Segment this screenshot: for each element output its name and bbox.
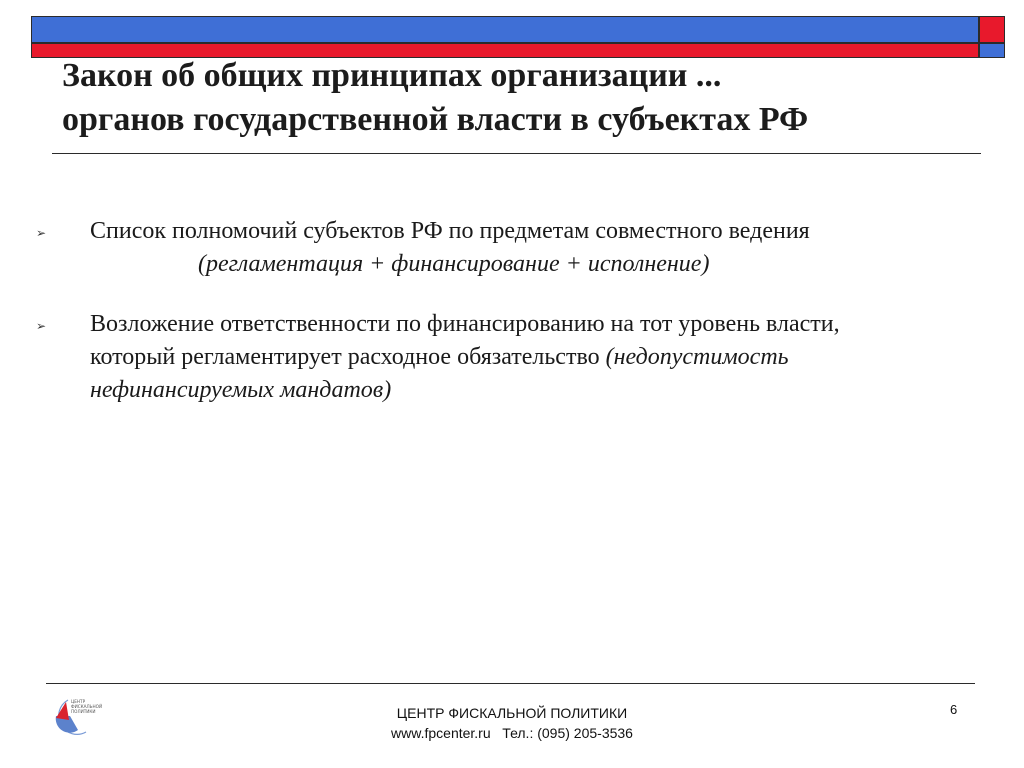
arrowhead-bullet-icon: ➢ [36,319,47,333]
arrowhead-bullet-icon: ➢ [36,226,47,240]
bullet-2-line-2: который регламентирует расходное обязательство [90,344,606,370]
footer-divider [46,683,975,684]
bullet-1-italic: (регламентация + финансирование + исполнение) [198,251,710,277]
header-bar-blue [31,16,979,43]
logo-text-1: ЦЕНТР [71,699,86,704]
slide-title-line-1: Закон об общих принципах организации ... [62,57,722,94]
bullet-2-italic-end: нефинансируемых мандатов) [90,377,392,403]
slide-title [62,54,992,142]
logo-text-2: ФИСКАЛЬНОЙ [71,704,103,709]
title-divider [52,153,981,154]
logo-text-3: ПОЛИТИКИ [71,709,96,714]
bullet-2-line-1: Возложение ответственности по финансированию на тот уровень власти, [90,311,840,337]
header-square-red [979,16,1005,43]
footer-info [300,703,724,743]
bullet-2-italic-start: (недопустимость [605,344,789,370]
footer-contact: www.fpcenter.ru Тел.: (095) 205-3536 [391,725,633,741]
footer-org-name: ЦЕНТР ФИСКАЛЬНОЙ ПОЛИТИКИ [396,705,628,721]
bullet-2-text [90,308,990,407]
bullet-1-text [90,215,990,281]
fiscal-center-logo [48,694,108,742]
bullet-1-main: Список полномочий субъектов РФ по предметам совместного ведения [90,218,810,244]
logo-icon [48,694,108,742]
slide-title-line-2: органов государственной власти в субъектах РФ [62,101,809,138]
page-number: 6 [950,702,958,717]
